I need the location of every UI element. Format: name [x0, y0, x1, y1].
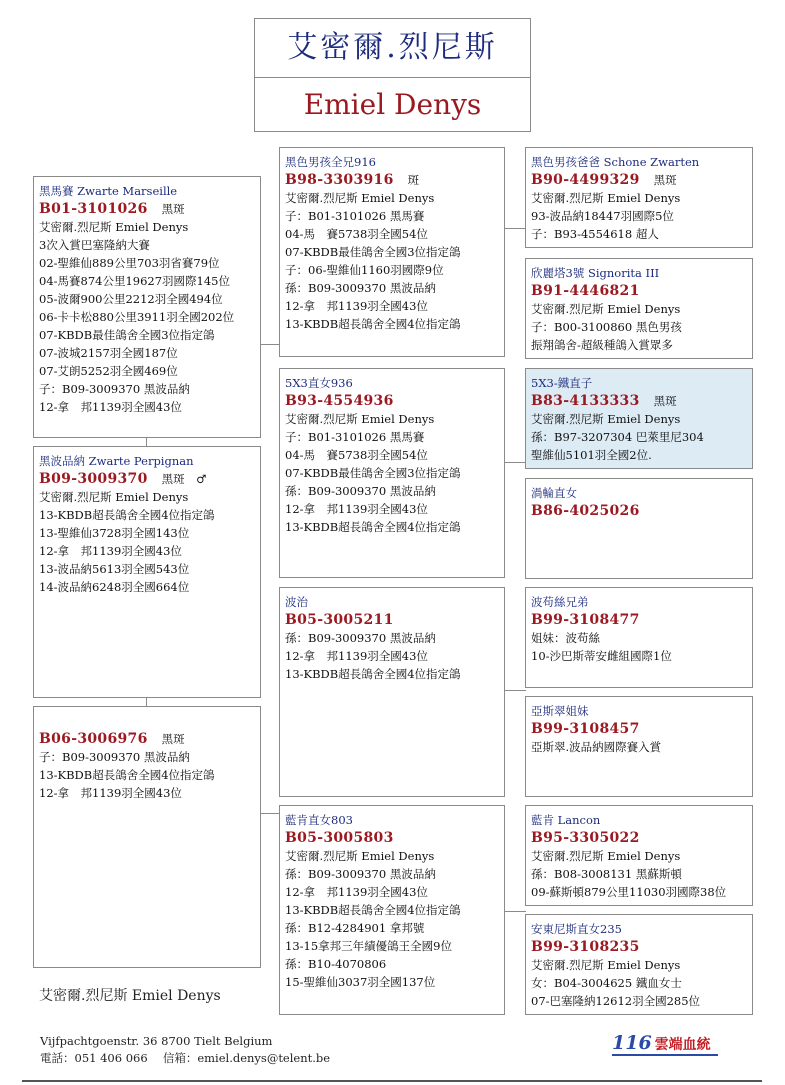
ring-number: B09-3009370: [39, 471, 148, 487]
connector-line: [504, 690, 526, 691]
record-line: 13-波品納5613羽全國543位: [39, 562, 190, 576]
record-line: 女：B04-3004625 鐵血女士: [531, 976, 682, 990]
pedigree-card-m1: [279, 147, 505, 357]
record-line: 子：B00-3100860 黑色男孩: [531, 320, 682, 334]
bird-color: 黑斑: [653, 173, 677, 187]
ring-number: B91-4446821: [531, 283, 640, 299]
connector-line: [504, 462, 526, 463]
logo-underline: [612, 1054, 718, 1056]
phone-email-line: 電話：051 406 066 信箱：emiel.denys@telent.be: [40, 1051, 331, 1065]
title-english-name: Emiel Denys: [303, 88, 482, 121]
bird-name: 藍肯直女803: [285, 813, 353, 827]
ring-number: B98-3303916: [285, 172, 394, 188]
bird-name: 5X3-鐵直子: [531, 376, 593, 390]
bird-record-list: [39, 748, 255, 802]
bird-record-list: [531, 847, 747, 901]
brand-logo: [612, 1032, 711, 1054]
record-line: 13-KBDB超長鴿舍全國4位指定鴿: [285, 903, 461, 917]
bird-record-list: [39, 218, 255, 416]
record-line: 12-拿 邦1139羽全國43位: [39, 786, 182, 800]
bird-record-list: [531, 300, 747, 354]
bird-name: [39, 712, 255, 730]
bird-name: 渦輪直女: [531, 486, 577, 500]
bird-record-list: [531, 629, 747, 665]
ring-number: B90-4499329: [531, 172, 640, 188]
bird-color: 黑斑: [161, 202, 185, 216]
record-line: 艾密爾.烈尼斯 Emiel Denys: [39, 490, 189, 504]
pedigree-card-m3: [279, 587, 505, 797]
bird-name: 欣麗塔3號 Signorita III: [531, 266, 660, 280]
record-line: 姐妹：波苟絲: [531, 631, 600, 645]
record-line: 13-15拿邦三年績優鴿王全國9位: [285, 939, 452, 953]
record-line: 13-KBDB超長鴿舍全國4位指定鴿: [39, 768, 215, 782]
record-line: 12-拿 邦1139羽全國43位: [39, 544, 182, 558]
record-line: 93-波品納18447羽國際5位: [531, 209, 674, 223]
bird-record-list: [285, 847, 499, 991]
pedigree-card-r4: [525, 478, 753, 579]
bird-name: 黑色男孩爸爸 Schone Zwarten: [531, 155, 700, 169]
pedigree-card-r7: [525, 805, 753, 906]
record-line: 孫：B12-4284901 拿邦號: [285, 921, 425, 935]
bird-record-list: [285, 410, 499, 536]
logo-text: 雲端血統: [654, 1037, 711, 1053]
record-line: 04-馬賽874公里19627羽國際145位: [39, 274, 231, 288]
record-line: 孫：B10-4070806: [285, 957, 387, 971]
record-line: 12-拿 邦1139羽全國43位: [285, 299, 428, 313]
ring-number: B99-3108477: [531, 612, 640, 628]
connector-line: [260, 344, 280, 345]
bird-name: 5X3直女936: [285, 376, 353, 390]
ring-number: B05-3005803: [285, 830, 394, 846]
connector-line: [260, 813, 280, 814]
record-line: 艾密爾.烈尼斯 Emiel Denys: [531, 412, 681, 426]
pedigree-card-r6: [525, 696, 753, 797]
record-line: 子：B93-4554618 超人: [531, 227, 659, 241]
record-line: 孫：B09-3009370 黑波品納: [285, 281, 436, 295]
record-line: 孫：B09-3009370 黑波品納: [285, 631, 436, 645]
bird-name: 波苟絲兄弟: [531, 595, 589, 609]
title-chinese-name: 艾密爾.烈尼斯: [287, 30, 498, 65]
title-box: [254, 18, 531, 132]
record-line: 子：B09-3009370 黑波品納: [39, 382, 190, 396]
pedigree-card-r3: [525, 368, 753, 469]
pedigree-card-dam: [33, 446, 261, 698]
ring-number: B86-4025026: [531, 503, 640, 519]
bird-record-list: [531, 189, 747, 243]
bird-color: 黑斑: [653, 394, 677, 408]
bird-name: 波治: [285, 595, 308, 609]
bird-record-list: [531, 956, 747, 1010]
ring-number: B95-3305022: [531, 830, 640, 846]
record-line: 艾密爾.烈尼斯 Emiel Denys: [39, 220, 189, 234]
bird-color: 黑斑 ♂: [161, 472, 207, 486]
breeder-signature: 艾密爾.烈尼斯 Emiel Denys: [39, 988, 221, 1004]
record-line: 05-波爾900公里2212羽全國494位: [39, 292, 223, 306]
record-line: 子：B09-3009370 黑波品納: [39, 750, 190, 764]
pedigree-card-r1: [525, 147, 753, 248]
bird-record-list: [39, 488, 255, 596]
bird-name: 黑色男孩全兄916: [285, 155, 376, 169]
bird-name: 亞斯翠姐妹: [531, 704, 589, 718]
record-line: 12-拿 邦1139羽全國43位: [285, 649, 428, 663]
contact-info: [40, 1033, 330, 1067]
pedigree-card-r2: [525, 258, 753, 359]
record-line: 07-艾朗5252羽全國469位: [39, 364, 178, 378]
record-line: 10-沙巴斯蒂安雌組國際1位: [531, 649, 672, 663]
record-line: 14-波品納6248羽全國664位: [39, 580, 190, 594]
ring-number: B01-3101026: [39, 201, 148, 217]
record-line: 3次入賞巴塞隆納大賽: [39, 238, 150, 252]
record-line: 艾密爾.烈尼斯 Emiel Denys: [285, 191, 435, 205]
bird-record-list: [531, 410, 747, 464]
record-line: 艾密爾.烈尼斯 Emiel Denys: [285, 849, 435, 863]
bird-name: 黑波品納 Zwarte Perpignan: [39, 454, 194, 468]
record-line: 12-拿 邦1139羽全國43位: [285, 885, 428, 899]
record-line: 艾密爾.烈尼斯 Emiel Denys: [531, 302, 681, 316]
record-line: 13-KBDB超長鴿舍全國4位指定鴿: [285, 317, 461, 331]
pedigree-card-m2: [279, 368, 505, 578]
record-line: 子：06-聖維仙1160羽國際9位: [285, 263, 444, 277]
record-line: 04-馬 賽5738羽全國54位: [285, 227, 428, 241]
pedigree-card-m4: [279, 805, 505, 1015]
record-line: 子：B01-3101026 黑馬賽: [285, 209, 425, 223]
record-line: 孫：B09-3009370 黑波品納: [285, 484, 436, 498]
record-line: 12-拿 邦1139羽全國43位: [285, 502, 428, 516]
bird-color: 斑: [407, 173, 420, 187]
record-line: 孫：B09-3009370 黑波品納: [285, 867, 436, 881]
ring-number: B06-3006976: [39, 731, 148, 747]
pedigree-card-r8: [525, 914, 753, 1015]
pedigree-card-third: [33, 706, 261, 968]
record-line: 02-聖維仙889公里703羽省賽79位: [39, 256, 220, 270]
ring-number: B93-4554936: [285, 393, 394, 409]
record-line: 13-聖維仙3728羽全國143位: [39, 526, 190, 540]
record-line: 07-KBDB最佳鴿舍全國3位指定鴿: [285, 245, 461, 259]
ring-number: B83-4133333: [531, 393, 640, 409]
record-line: 07-KBDB最佳鴿舍全國3位指定鴿: [39, 328, 215, 342]
record-line: 振翔鴿舍-超級種鴿入賞眾多: [531, 338, 673, 352]
record-line: 聖維仙5101羽全國2位.: [531, 448, 652, 462]
record-line: 07-巴塞隆納12612羽全國285位: [531, 994, 701, 1008]
record-line: 07-KBDB最佳鴿舍全國3位指定鴿: [285, 466, 461, 480]
bird-record-list: [285, 629, 499, 683]
ring-number: B05-3005211: [285, 612, 394, 628]
record-line: 04-馬 賽5738羽全國54位: [285, 448, 428, 462]
bird-name: 安東尼斯直女235: [531, 922, 622, 936]
record-line: 孫：B97-3207304 巴萊里尼304: [531, 430, 704, 444]
address-line: Vijfpachtgoenstr. 36 8700 Tielt Belgium: [40, 1034, 273, 1048]
record-line: 13-KBDB超長鴿舍全國4位指定鴿: [39, 508, 215, 522]
record-line: 艾密爾.烈尼斯 Emiel Denys: [531, 958, 681, 972]
record-line: 09-蘇斯頓879公里11030羽國際38位: [531, 885, 727, 899]
record-line: 15-聖維仙3037羽全國137位: [285, 975, 436, 989]
connector-line: [504, 228, 526, 229]
bird-name: 黑馬賽 Zwarte Marseille: [39, 184, 178, 198]
record-line: 07-波城2157羽全國187位: [39, 346, 178, 360]
record-line: 06-卡卡松880公里3911羽全國202位: [39, 310, 235, 324]
record-line: 艾密爾.烈尼斯 Emiel Denys: [531, 849, 681, 863]
connector-line: [504, 911, 526, 912]
record-line: 亞斯翠.波品納國際賽入賞: [531, 740, 662, 754]
record-line: 孫：B08-3008131 黑蘇斯頓: [531, 867, 682, 881]
bird-record-list: [285, 189, 499, 333]
record-line: 艾密爾.烈尼斯 Emiel Denys: [531, 191, 681, 205]
bird-record-list: [531, 738, 747, 756]
ring-number: B99-3108457: [531, 721, 640, 737]
record-line: 13-KBDB超長鴿舍全國4位指定鴿: [285, 520, 461, 534]
pedigree-card-r5: [525, 587, 753, 688]
ring-number: B99-3108235: [531, 939, 640, 955]
record-line: 子：B01-3101026 黑馬賽: [285, 430, 425, 444]
pedigree-card-subject: [33, 176, 261, 438]
bird-color: 黑斑: [161, 732, 185, 746]
bird-name: 藍肯 Lancon: [531, 813, 601, 827]
record-line: 12-拿 邦1139羽全國43位: [39, 400, 182, 414]
record-line: 13-KBDB超長鴿舍全國4位指定鴿: [285, 667, 461, 681]
bottom-rule: [22, 1080, 762, 1082]
record-line: 艾密爾.烈尼斯 Emiel Denys: [285, 412, 435, 426]
logo-number: 116: [612, 1032, 652, 1054]
